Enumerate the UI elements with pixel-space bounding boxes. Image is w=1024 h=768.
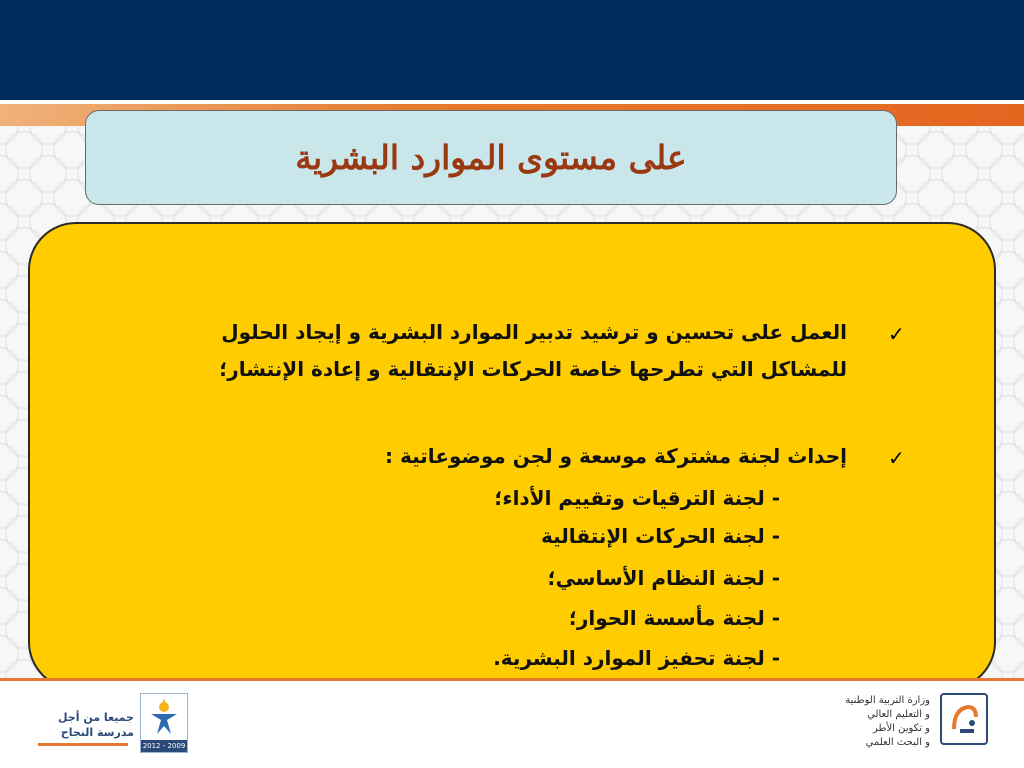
slide-title: على مستوى الموارد البشرية	[295, 138, 687, 177]
sub-item-2: - لجنة الحركات الإنتقالية	[541, 524, 780, 548]
bullet-2-line-1: إحداث لجنة مشتركة موسعة و لجن موضوعاتية :	[385, 444, 847, 468]
sub-item-3: - لجنة النظام الأساسي؛	[547, 566, 780, 590]
checkmark-icon: ✓	[888, 322, 905, 346]
logo-years: 2012 - 2009	[142, 742, 186, 750]
ministry-line-2: و التعليم العالي	[867, 709, 930, 720]
sub-item-5: - لجنة تحفيز الموارد البشرية.	[493, 646, 780, 670]
bullet-1-line-1: العمل على تحسين و ترشيد تدبير الموارد البشرية و إيجاد الحلول	[221, 320, 847, 344]
ministry-line-1: وزارة التربية الوطنية	[845, 695, 930, 706]
checkmark-icon: ✓	[888, 446, 905, 470]
header-band	[0, 0, 1024, 100]
ministry-line-4: و البحث العلمي	[865, 737, 930, 748]
left-logo-line-2: مدرسة النجاح	[60, 726, 134, 739]
ministry-emblem	[940, 693, 988, 745]
sub-item-4: - لجنة مأسسة الحوار؛	[568, 606, 780, 630]
title-box	[85, 110, 897, 205]
left-logo-underline	[38, 743, 128, 746]
footer	[0, 681, 1024, 768]
bullet-1-line-2: للمشاكل التي تطرحها خاصة الحركات الإنتقالية و إعادة الإنتشار؛	[219, 357, 847, 381]
sub-item-1: - لجنة الترقيات وتقييم الأداء؛	[494, 486, 780, 510]
left-logo-line-1: جميعا من أجل	[57, 711, 134, 724]
star-figure-logo	[140, 693, 188, 753]
ministry-line-3: و تكوين الأطر	[872, 723, 930, 734]
